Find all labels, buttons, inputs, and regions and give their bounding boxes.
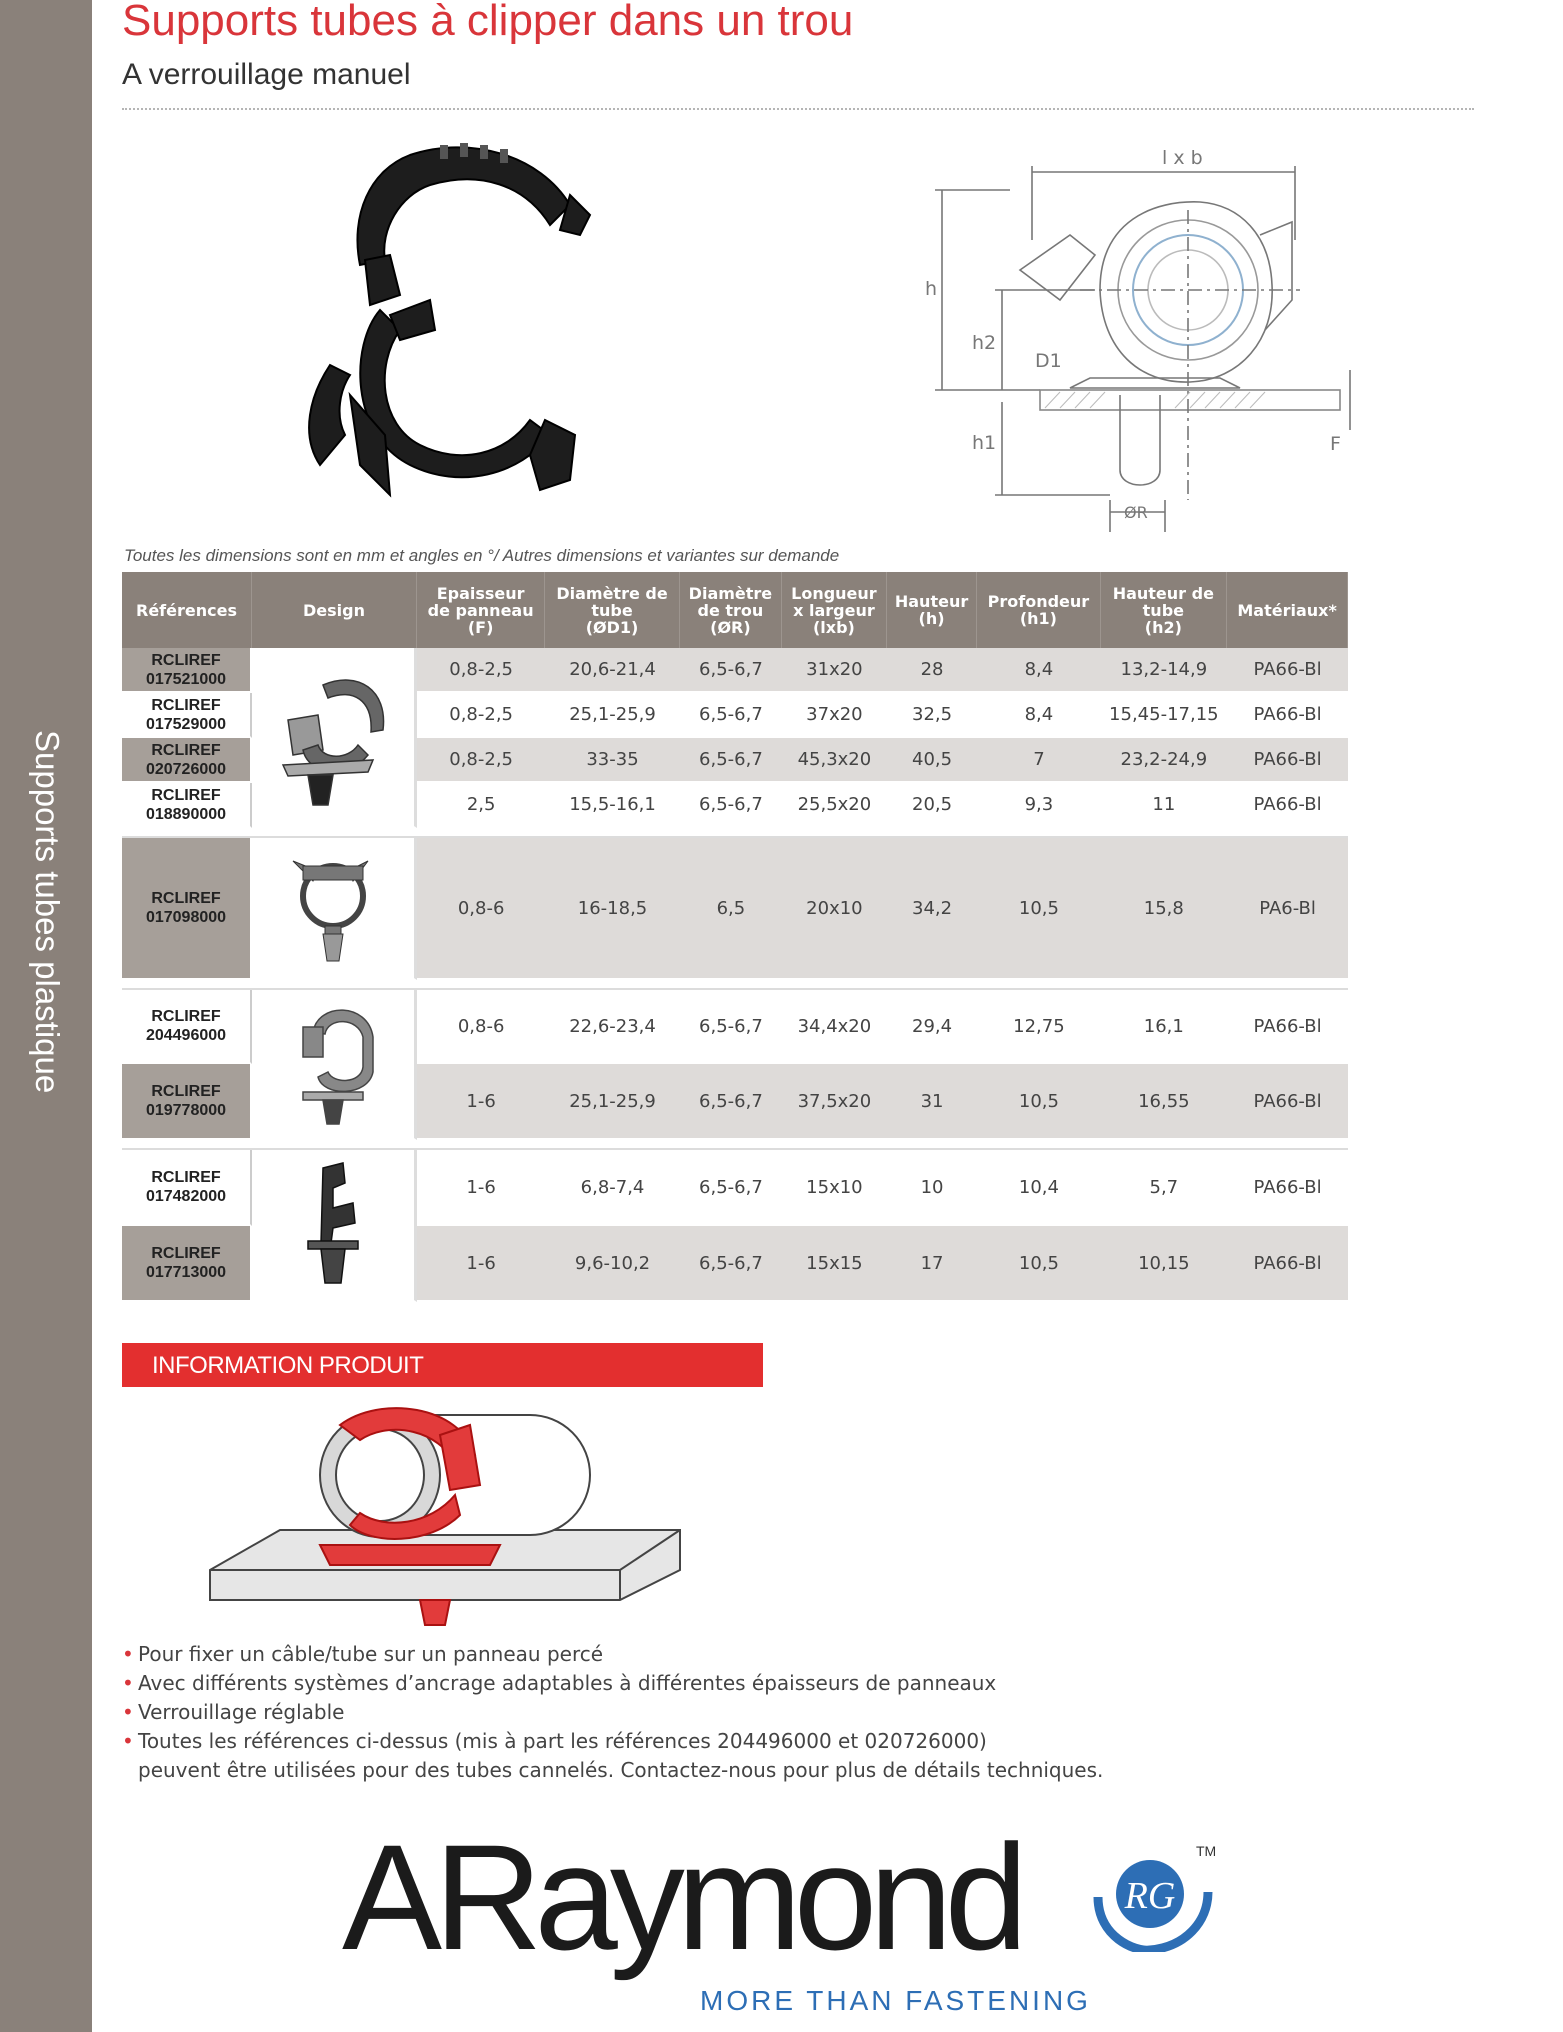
list-item: • Verrouillage réglable bbox=[122, 1698, 1103, 1727]
cell-r: 6,5-6,7 bbox=[680, 1064, 782, 1140]
group-separator bbox=[122, 828, 1348, 838]
group-separator bbox=[122, 980, 1348, 990]
header-references: Références bbox=[122, 572, 252, 648]
list-item: • Avec différents systèmes d’ancrage adaptables à différentes épaisseurs de panneaux bbox=[122, 1669, 1103, 1698]
cell-material: PA66-Bl bbox=[1227, 990, 1348, 1064]
cell-lxb: 34,4x20 bbox=[782, 990, 887, 1064]
cell-f: 0,8-2,5 bbox=[417, 738, 545, 783]
cell-material: PA66-Bl bbox=[1227, 1064, 1348, 1140]
cell-f: 0,8-6 bbox=[417, 990, 545, 1064]
cell-lxb: 37,5x20 bbox=[782, 1064, 887, 1140]
cell-material: PA66-Bl bbox=[1227, 693, 1348, 738]
logo-wordmark: ARaymond bbox=[342, 1813, 1021, 1981]
table-header-row bbox=[122, 572, 1348, 648]
dim-d1: D1 bbox=[1035, 350, 1062, 372]
dim-r: ØR bbox=[1124, 503, 1148, 522]
dim-h1: h1 bbox=[972, 432, 997, 454]
header-design: Design bbox=[252, 572, 417, 648]
logo-trademark: TM bbox=[1196, 1843, 1217, 1859]
cell-r: 6,5-6,7 bbox=[680, 693, 782, 738]
dimensions-note: Toutes les dimensions sont en mm et angles en °/ Autres dimensions et variantes sur demande bbox=[124, 546, 840, 565]
ref-cell: RCLIREF 017521000 bbox=[122, 648, 252, 693]
clip-design-icon bbox=[283, 1153, 383, 1293]
cell-h1: 9,3 bbox=[977, 783, 1100, 828]
cell-h1: 10,5 bbox=[977, 1064, 1100, 1140]
header-materials: Matériaux* bbox=[1227, 572, 1348, 648]
table-row bbox=[122, 990, 1348, 1064]
ref-cell: RCLIREF 017529000 bbox=[122, 693, 252, 738]
cell-r: 6,5-6,7 bbox=[680, 1150, 782, 1226]
ref-cell: RCLIREF 018890000 bbox=[122, 783, 252, 828]
cell-h: 31 bbox=[887, 1064, 978, 1140]
cell-h: 20,5 bbox=[887, 783, 978, 828]
cell-r: 6,5 bbox=[680, 838, 782, 980]
cell-h1: 8,4 bbox=[977, 693, 1100, 738]
cell-h2: 10,15 bbox=[1101, 1226, 1228, 1302]
cell-h: 29,4 bbox=[887, 990, 978, 1064]
cell-lxb: 15x15 bbox=[782, 1226, 887, 1302]
cell-f: 0,8-2,5 bbox=[417, 648, 545, 693]
header-lxb: Longueur x largeur (lxb) bbox=[782, 572, 887, 648]
clip-design-icon bbox=[273, 846, 393, 966]
header-h: Hauteur (h) bbox=[887, 572, 978, 648]
cell-h1: 12,75 bbox=[977, 990, 1100, 1064]
cell-h2: 11 bbox=[1101, 783, 1228, 828]
cell-h1: 7 bbox=[977, 738, 1100, 783]
cell-d1: 16-18,5 bbox=[545, 838, 680, 980]
cell-d1: 25,1-25,9 bbox=[545, 693, 680, 738]
clip-design-icon bbox=[273, 992, 393, 1132]
cell-h2: 15,45-17,15 bbox=[1101, 693, 1228, 738]
cell-lxb: 45,3x20 bbox=[782, 738, 887, 783]
design-cell bbox=[252, 1150, 417, 1302]
header-f: Epaisseur de panneau (F) bbox=[417, 572, 545, 648]
application-illustration bbox=[200, 1395, 690, 1635]
logo-tagline: MORE THAN FASTENING bbox=[700, 1985, 1091, 2016]
cell-h2: 23,2-24,9 bbox=[1101, 738, 1228, 783]
cell-d1: 20,6-21,4 bbox=[545, 648, 680, 693]
cell-h2: 16,1 bbox=[1101, 990, 1228, 1064]
cell-material: PA66-Bl bbox=[1227, 738, 1348, 783]
design-cell bbox=[252, 838, 417, 980]
cell-h: 34,2 bbox=[887, 838, 978, 980]
product-photo bbox=[290, 135, 630, 520]
cell-f: 1-6 bbox=[417, 1226, 545, 1302]
ref-cell: RCLIREF 017098000 bbox=[122, 838, 252, 980]
header-r: Diamètre de trou (ØR) bbox=[680, 572, 782, 648]
table-row bbox=[122, 838, 1348, 980]
logo-badge-text: RG bbox=[1124, 1875, 1176, 1917]
technical-drawing bbox=[920, 140, 1360, 540]
ref-cell: RCLIREF 204496000 bbox=[122, 990, 252, 1064]
cell-h: 40,5 bbox=[887, 738, 978, 783]
cell-d1: 25,1-25,9 bbox=[545, 1064, 680, 1140]
dotted-divider bbox=[122, 108, 1474, 110]
cell-f: 2,5 bbox=[417, 783, 545, 828]
info-title: INFORMATION PRODUIT bbox=[152, 1352, 424, 1379]
sidebar bbox=[0, 0, 92, 2032]
cell-f: 0,8-2,5 bbox=[417, 693, 545, 738]
design-cell bbox=[252, 990, 417, 1140]
clip-design-icon bbox=[263, 660, 403, 810]
table-row bbox=[122, 648, 1348, 693]
cell-h2: 16,55 bbox=[1101, 1064, 1228, 1140]
cell-material: PA66-Bl bbox=[1227, 1150, 1348, 1226]
ref-cell: RCLIREF 017713000 bbox=[122, 1226, 252, 1302]
cell-r: 6,5-6,7 bbox=[680, 1226, 782, 1302]
sidebar-label: Supports tubes plastique bbox=[29, 730, 66, 1094]
cell-d1: 9,6-10,2 bbox=[545, 1226, 680, 1302]
cell-lxb: 25,5x20 bbox=[782, 783, 887, 828]
cell-h: 28 bbox=[887, 648, 978, 693]
cell-h2: 13,2-14,9 bbox=[1101, 648, 1228, 693]
cell-r: 6,5-6,7 bbox=[680, 990, 782, 1064]
spec-table bbox=[122, 572, 1348, 1302]
list-item-continuation: peuvent être utilisées pour des tubes cannelés. Contactez-nous pour plus de détails techniques. bbox=[138, 1758, 1104, 1782]
page-title: Supports tubes à clipper dans un trou bbox=[122, 0, 854, 45]
cell-f: 1-6 bbox=[417, 1064, 545, 1140]
cell-d1: 22,6-23,4 bbox=[545, 990, 680, 1064]
header-h2: Hauteur de tube (h2) bbox=[1101, 572, 1228, 648]
cell-r: 6,5-6,7 bbox=[680, 648, 782, 693]
group-separator bbox=[122, 1140, 1348, 1150]
cell-material: PA6-Bl bbox=[1227, 838, 1348, 980]
cell-lxb: 15x10 bbox=[782, 1150, 887, 1226]
cell-h2: 15,8 bbox=[1101, 838, 1228, 980]
cell-f: 0,8-6 bbox=[417, 838, 545, 980]
ref-cell: RCLIREF 020726000 bbox=[122, 738, 252, 783]
cell-h: 10 bbox=[887, 1150, 978, 1226]
cell-lxb: 20x10 bbox=[782, 838, 887, 980]
ref-cell: RCLIREF 017482000 bbox=[122, 1150, 252, 1226]
cell-d1: 15,5-16,1 bbox=[545, 783, 680, 828]
cell-h1: 10,5 bbox=[977, 1226, 1100, 1302]
cell-material: PA66-Bl bbox=[1227, 1226, 1348, 1302]
cell-h: 32,5 bbox=[887, 693, 978, 738]
cell-h1: 10,4 bbox=[977, 1150, 1100, 1226]
dim-f: F bbox=[1330, 433, 1341, 455]
list-item: • Toutes les références ci-dessus (mis à part les références 204496000 et 020726000) bbox=[122, 1727, 1103, 1756]
cell-lxb: 31x20 bbox=[782, 648, 887, 693]
cell-h1: 10,5 bbox=[977, 838, 1100, 980]
header-d1: Diamètre de tube (ØD1) bbox=[545, 572, 680, 648]
cell-h1: 8,4 bbox=[977, 648, 1100, 693]
cell-h: 17 bbox=[887, 1226, 978, 1302]
cell-r: 6,5-6,7 bbox=[680, 783, 782, 828]
cell-d1: 6,8-7,4 bbox=[545, 1150, 680, 1226]
ref-cell: RCLIREF 019778000 bbox=[122, 1064, 252, 1140]
cell-d1: 33-35 bbox=[545, 738, 680, 783]
info-section-bar bbox=[122, 1343, 763, 1387]
cell-material: PA66-Bl bbox=[1227, 783, 1348, 828]
dim-h: h bbox=[925, 278, 938, 300]
table-row bbox=[122, 1150, 1348, 1226]
cell-f: 1-6 bbox=[417, 1150, 545, 1226]
cell-material: PA66-Bl bbox=[1227, 648, 1348, 693]
header-h1: Profondeur (h1) bbox=[977, 572, 1100, 648]
cell-h2: 5,7 bbox=[1101, 1150, 1228, 1226]
cell-r: 6,5-6,7 bbox=[680, 738, 782, 783]
dim-lxb: l x b bbox=[1162, 147, 1203, 169]
cell-lxb: 37x20 bbox=[782, 693, 887, 738]
design-cell bbox=[252, 648, 417, 828]
list-item: • Pour fixer un câble/tube sur un panneau percé bbox=[122, 1640, 1103, 1669]
info-bullets bbox=[122, 1640, 1103, 1785]
page-subtitle: A verrouillage manuel bbox=[122, 58, 411, 91]
dim-h2: h2 bbox=[972, 332, 997, 354]
